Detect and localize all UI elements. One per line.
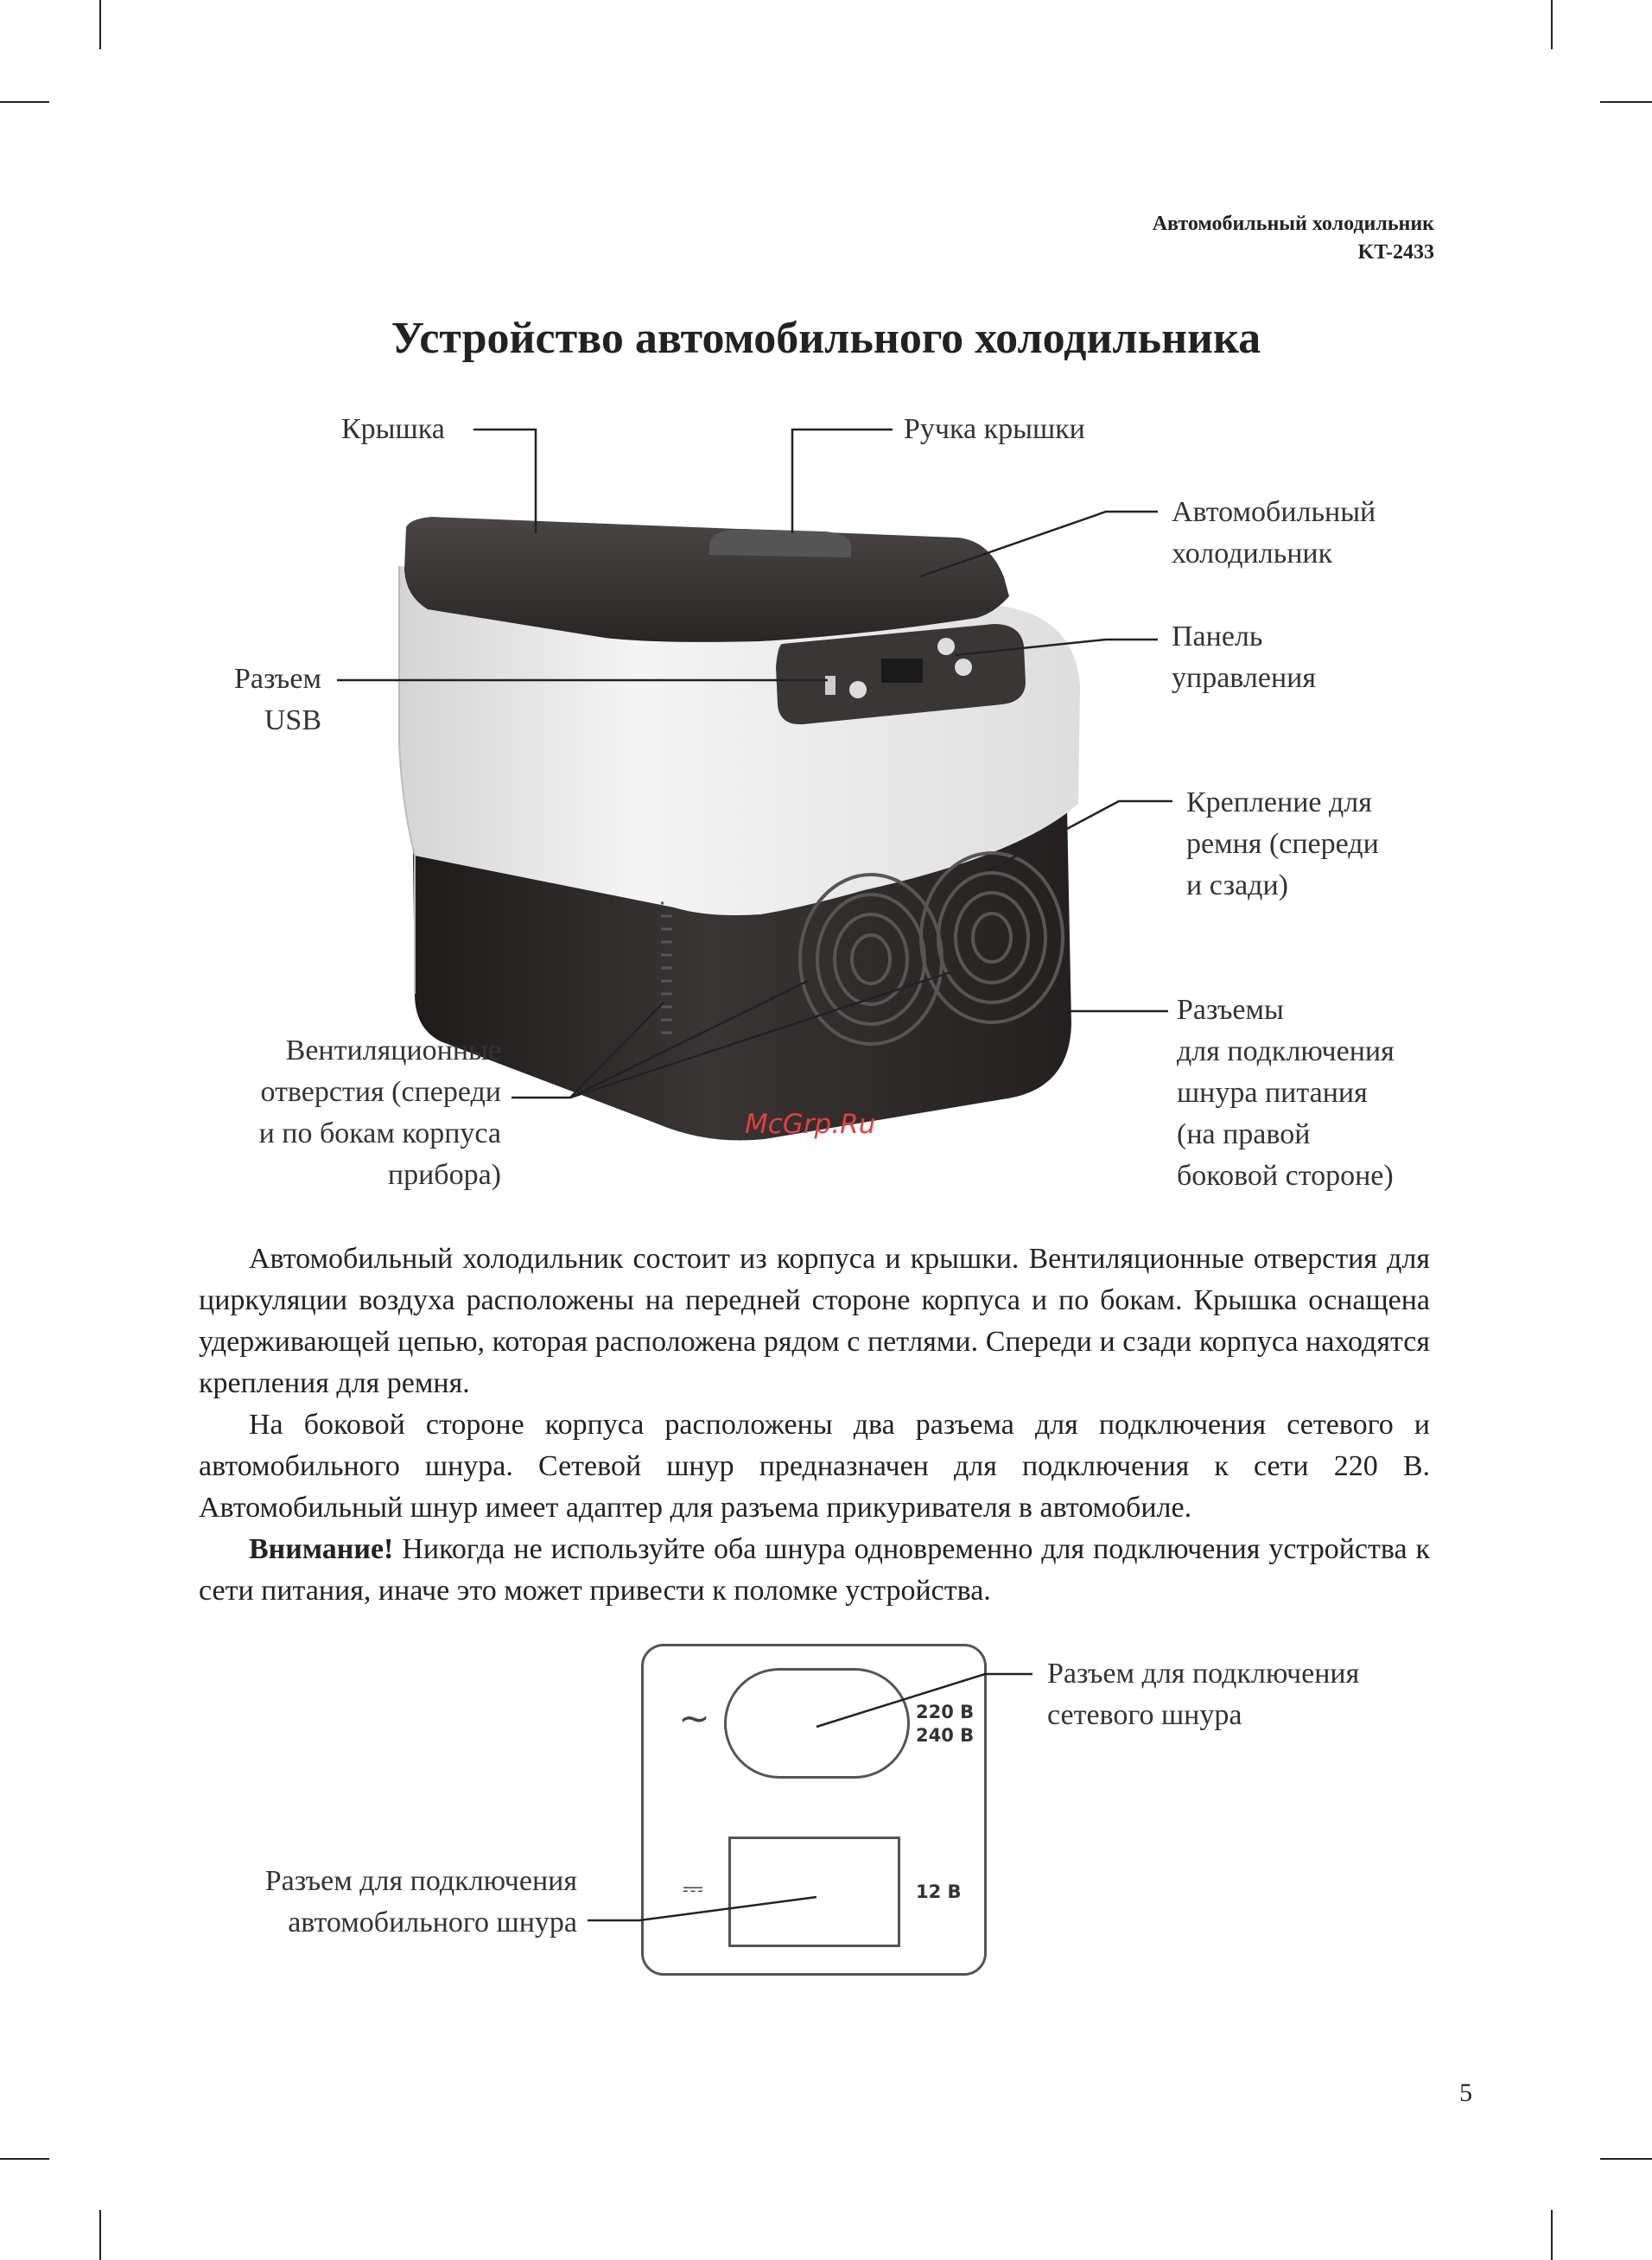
label-power-sockets: Разъемы для подключения шнура питания (на правой боковой стороне) [1177,994,1395,1192]
dc-voltage: 12 В [916,1881,962,1902]
label-fridge: Автомобильный холодильник [1172,496,1376,570]
label-vents: Вентиляционные отверстия (спереди и по бокам корпуса прибора) [258,1035,501,1191]
warning-label: Внимание! [249,1533,394,1565]
label-ac-socket: Разъем для подключения сетевого шнура [1047,1658,1360,1731]
label-dc-socket: Разъем для подключения автомобильного шнура [264,1865,577,1939]
ac-symbol-icon: ~ [678,1697,710,1741]
watermark: McGrp.Ru [745,1109,876,1140]
warning-text: Никогда не используйте оба шнура одновременно для подключения устройства к сети питания, иначе это может привести к поломке устройства. [199,1533,1430,1607]
leader-dc-socket [588,1897,816,1920]
label-lid: Крышка [341,413,445,445]
label-strap-mount: Крепление для ремня (спереди и сзади) [1186,786,1379,901]
page-title: Устройство автомобильного холодильника [391,314,1261,363]
label-lid-handle: Ручка крышки [904,413,1085,445]
ac-voltage: 220 В 240 В [916,1702,975,1746]
dc-symbol-icon: ⎓ [683,1874,703,1904]
paragraph-2: На боковой стороне корпуса расположены два разъема для подключения сетевого и автомобильного шнура. Сетевой шнур предназначен для подключения к сети 220 В. Автомобильный шнур имеет адаптер для разъема прикуривателя в автомобиле. [199,1409,1430,1524]
header-product: Автомобильный холодильник [1152,213,1434,235]
label-usb: Разъем USB [233,663,321,736]
header-model: KT-2433 [1357,241,1434,264]
page-number: 5 [1459,2079,1472,2107]
label-control-panel: Панель управления [1172,621,1316,694]
paragraph-1: Автомобильный холодильник состоит из корпуса и крышки. Вентиляционные отверстия для циркуляции воздуха расположены на передней стороне корпуса и по бокам. Крышка оснащена удерживающей цепью, которая расположена рядом с петлями. Спереди и сзади корпуса находятся крепления для ремня. [199,1243,1430,1399]
leader-ac-socket [816,1674,1032,1727]
